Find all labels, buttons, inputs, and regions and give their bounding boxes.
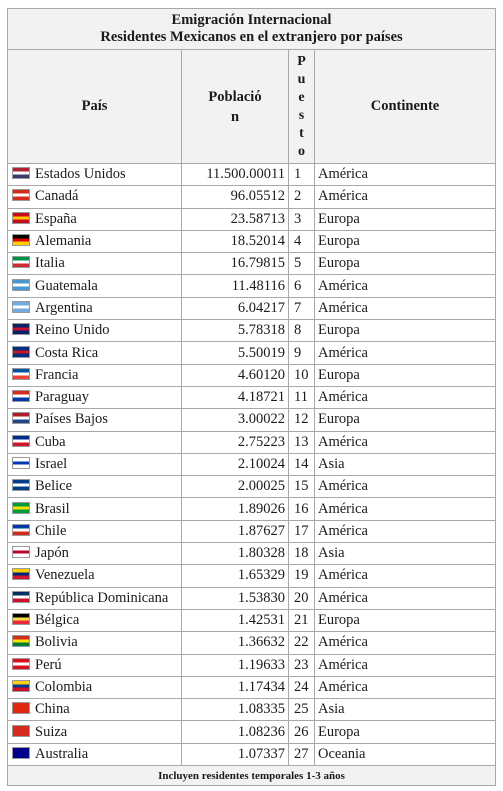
continent-cell: Asia — [315, 453, 496, 475]
country-name: Bélgica — [35, 612, 80, 629]
country-cell — [8, 476, 182, 498]
country-cell — [8, 543, 182, 565]
rank-cell: 12 — [289, 409, 315, 431]
population-cell: 1.08236 — [182, 721, 289, 743]
population-cell: 5.50019 — [182, 342, 289, 364]
flag-argentina-icon — [12, 301, 30, 313]
flag-china-icon — [12, 702, 30, 714]
country-cell — [8, 520, 182, 542]
continent-cell: América — [315, 520, 496, 542]
rank-cell: 9 — [289, 342, 315, 364]
rank-cell: 7 — [289, 297, 315, 319]
flag-france-icon — [12, 368, 30, 380]
continent-cell: Europa — [315, 208, 496, 230]
population-cell: 96.05512 — [182, 186, 289, 208]
rank-cell: 6 — [289, 275, 315, 297]
header-rank-letters — [297, 53, 306, 161]
continent-cell: América — [315, 587, 496, 609]
country-cell — [8, 297, 182, 319]
rank-cell: 8 — [289, 320, 315, 342]
country-name: Argentina — [35, 299, 93, 316]
country-name: China — [35, 701, 70, 718]
header-rank-letter: u — [297, 71, 306, 87]
header-rank — [289, 50, 315, 164]
population-cell: 11.48116 — [182, 275, 289, 297]
population-cell: 16.79815 — [182, 253, 289, 275]
population-cell: 18.52014 — [182, 230, 289, 252]
population-cell: 1.87627 — [182, 520, 289, 542]
emigration-table — [7, 8, 496, 786]
country-cell — [8, 587, 182, 609]
population-cell: 1.89026 — [182, 498, 289, 520]
rank-cell: 22 — [289, 632, 315, 654]
table-row — [8, 297, 496, 319]
continent-cell: América — [315, 676, 496, 698]
table-row — [8, 587, 496, 609]
country-cell — [8, 320, 182, 342]
country-name: Italia — [35, 255, 65, 272]
country-cell — [8, 609, 182, 631]
country-cell — [8, 498, 182, 520]
country-cell — [8, 208, 182, 230]
flag-bolivia-icon — [12, 635, 30, 647]
header-continent: Continente — [315, 50, 496, 164]
table-row — [8, 275, 496, 297]
rank-cell: 23 — [289, 654, 315, 676]
country-cell — [8, 565, 182, 587]
table-row — [8, 476, 496, 498]
flag-israel-icon — [12, 457, 30, 469]
flag-peru-icon — [12, 658, 30, 670]
flag-australia-icon — [12, 747, 30, 759]
population-cell: 2.75223 — [182, 431, 289, 453]
flag-canada-icon — [12, 189, 30, 201]
flag-italy-icon — [12, 256, 30, 268]
country-name: Costa Rica — [35, 344, 99, 361]
table-row — [8, 699, 496, 721]
country-name: Guatemala — [35, 277, 98, 294]
table-row — [8, 320, 496, 342]
continent-cell: Europa — [315, 364, 496, 386]
table-row — [8, 342, 496, 364]
table-row — [8, 409, 496, 431]
header-rank-letter: P — [297, 53, 306, 69]
country-name: Perú — [35, 656, 62, 673]
country-cell — [8, 409, 182, 431]
continent-cell: Europa — [315, 230, 496, 252]
country-name: Chile — [35, 522, 67, 539]
table-row — [8, 208, 496, 230]
continent-cell: América — [315, 565, 496, 587]
rank-cell: 18 — [289, 543, 315, 565]
header-population — [182, 50, 289, 164]
header-rank-letter: e — [298, 89, 305, 105]
country-name: Bolivia — [35, 634, 78, 651]
continent-cell: América — [315, 431, 496, 453]
continent-cell: Asia — [315, 543, 496, 565]
table-title — [8, 9, 496, 50]
table-row — [8, 364, 496, 386]
population-cell: 11.500.00011 — [182, 164, 289, 186]
country-name: Reino Unido — [35, 322, 110, 339]
table-row — [8, 253, 496, 275]
header-population-part1: Poblaciό — [208, 88, 262, 105]
country-name: Países Bajos — [35, 411, 108, 428]
flag-venezuela-icon — [12, 568, 30, 580]
country-cell — [8, 721, 182, 743]
continent-cell: Asia — [315, 699, 496, 721]
population-cell: 1.53830 — [182, 587, 289, 609]
flag-netherlands-icon — [12, 412, 30, 424]
country-name: Belice — [35, 478, 73, 495]
table-title-line2: Residentes Mexicanos en el extranjero por países — [100, 29, 403, 45]
population-cell: 1.42531 — [182, 609, 289, 631]
country-name: Japón — [35, 545, 69, 562]
continent-cell: Europa — [315, 320, 496, 342]
continent-cell: América — [315, 275, 496, 297]
rank-cell: 1 — [289, 164, 315, 186]
population-cell: 1.19633 — [182, 654, 289, 676]
country-name: Australia — [35, 745, 89, 762]
country-name: Suiza — [35, 723, 68, 740]
table-row — [8, 632, 496, 654]
flag-switzerland-icon — [12, 725, 30, 737]
country-cell — [8, 431, 182, 453]
continent-cell: América — [315, 476, 496, 498]
country-cell — [8, 632, 182, 654]
header-rank-letter: s — [298, 107, 305, 123]
flag-germany-icon — [12, 234, 30, 246]
flag-dominican-republic-icon — [12, 591, 30, 603]
header-country: País — [8, 50, 182, 164]
population-cell: 1.36632 — [182, 632, 289, 654]
population-cell: 1.80328 — [182, 543, 289, 565]
country-cell — [8, 230, 182, 252]
population-cell: 1.08335 — [182, 699, 289, 721]
rank-cell: 17 — [289, 520, 315, 542]
table-row — [8, 498, 496, 520]
table-row — [8, 543, 496, 565]
continent-cell: América — [315, 632, 496, 654]
flag-chile-icon — [12, 524, 30, 536]
country-cell — [8, 253, 182, 275]
country-name: Colombia — [35, 678, 93, 695]
flag-japan-icon — [12, 546, 30, 558]
country-cell — [8, 743, 182, 765]
table-row — [8, 164, 496, 186]
rank-cell: 27 — [289, 743, 315, 765]
country-name: Francia — [35, 366, 79, 383]
rank-cell: 25 — [289, 699, 315, 721]
country-cell — [8, 275, 182, 297]
table-title-line1: Emigración Internacional — [171, 12, 332, 28]
country-name: Israel — [35, 456, 68, 472]
continent-cell: Europa — [315, 409, 496, 431]
table-row — [8, 230, 496, 252]
rank-cell: 20 — [289, 587, 315, 609]
population-cell: 4.60120 — [182, 364, 289, 386]
flag-brazil-icon — [12, 502, 30, 514]
rank-cell: 14 — [289, 453, 315, 475]
country-cell — [8, 186, 182, 208]
flag-spain-icon — [12, 212, 30, 224]
table-row — [8, 520, 496, 542]
table-row — [8, 654, 496, 676]
country-name: Cuba — [35, 433, 66, 450]
rank-cell: 2 — [289, 186, 315, 208]
continent-cell: América — [315, 498, 496, 520]
rank-cell: 21 — [289, 609, 315, 631]
country-name: Brasil — [35, 500, 70, 517]
flag-usa-icon — [12, 167, 30, 179]
rank-cell: 5 — [289, 253, 315, 275]
country-name: Alemania — [35, 233, 92, 250]
country-cell — [8, 364, 182, 386]
country-cell — [8, 453, 182, 475]
header-rank-letter: t — [299, 125, 304, 141]
continent-cell: Oceania — [315, 743, 496, 765]
population-cell: 2.00025 — [182, 476, 289, 498]
rank-cell: 11 — [289, 386, 315, 408]
flag-colombia-icon — [12, 680, 30, 692]
country-name: Venezuela — [35, 567, 95, 584]
country-name: Canadá — [35, 188, 79, 205]
population-cell: 23.58713 — [182, 208, 289, 230]
population-cell: 3.00022 — [182, 409, 289, 431]
country-cell — [8, 676, 182, 698]
continent-cell: Europa — [315, 609, 496, 631]
flag-belize-icon — [12, 479, 30, 491]
country-cell — [8, 654, 182, 676]
population-cell: 2.10024 — [182, 453, 289, 475]
rank-cell: 24 — [289, 676, 315, 698]
rank-cell: 15 — [289, 476, 315, 498]
rank-cell: 19 — [289, 565, 315, 587]
continent-cell: América — [315, 164, 496, 186]
table-row — [8, 431, 496, 453]
table-footnote: Incluyen residentes temporales 1-3 años — [8, 766, 496, 786]
flag-guatemala-icon — [12, 279, 30, 291]
rank-cell: 3 — [289, 208, 315, 230]
country-cell — [8, 164, 182, 186]
country-cell — [8, 699, 182, 721]
population-cell: 1.65329 — [182, 565, 289, 587]
rank-cell: 10 — [289, 364, 315, 386]
table-body — [8, 164, 496, 766]
country-name: Estados Unidos — [35, 166, 126, 183]
population-cell: 5.78318 — [182, 320, 289, 342]
rank-cell: 4 — [289, 230, 315, 252]
country-name: España — [35, 210, 77, 227]
country-name: Paraguay — [35, 389, 89, 406]
population-cell: 1.17434 — [182, 676, 289, 698]
continent-cell: América — [315, 297, 496, 319]
rank-cell: 13 — [289, 431, 315, 453]
header-population-part2: n — [230, 108, 240, 125]
table-row — [8, 186, 496, 208]
continent-cell: América — [315, 386, 496, 408]
table-row — [8, 386, 496, 408]
population-cell: 6.04217 — [182, 297, 289, 319]
table-row — [8, 721, 496, 743]
continent-cell: Europa — [315, 721, 496, 743]
country-name: República Dominicana — [35, 589, 169, 606]
country-cell — [8, 342, 182, 364]
continent-cell: Europa — [315, 253, 496, 275]
rank-cell: 16 — [289, 498, 315, 520]
flag-costa-rica-icon — [12, 346, 30, 358]
table-row — [8, 565, 496, 587]
continent-cell: América — [315, 342, 496, 364]
header-rank-letter: o — [298, 143, 305, 159]
table-row — [8, 743, 496, 765]
country-cell — [8, 386, 182, 408]
population-cell: 1.07337 — [182, 743, 289, 765]
flag-cuba-icon — [12, 435, 30, 447]
flag-paraguay-icon — [12, 390, 30, 402]
table-row — [8, 453, 496, 475]
table-row — [8, 676, 496, 698]
rank-cell: 26 — [289, 721, 315, 743]
flag-belgium-icon — [12, 613, 30, 625]
table-row — [8, 609, 496, 631]
continent-cell: América — [315, 654, 496, 676]
emigration-table-container — [7, 8, 495, 786]
continent-cell: América — [315, 186, 496, 208]
flag-uk-icon — [12, 323, 30, 335]
population-cell: 4.18721 — [182, 386, 289, 408]
